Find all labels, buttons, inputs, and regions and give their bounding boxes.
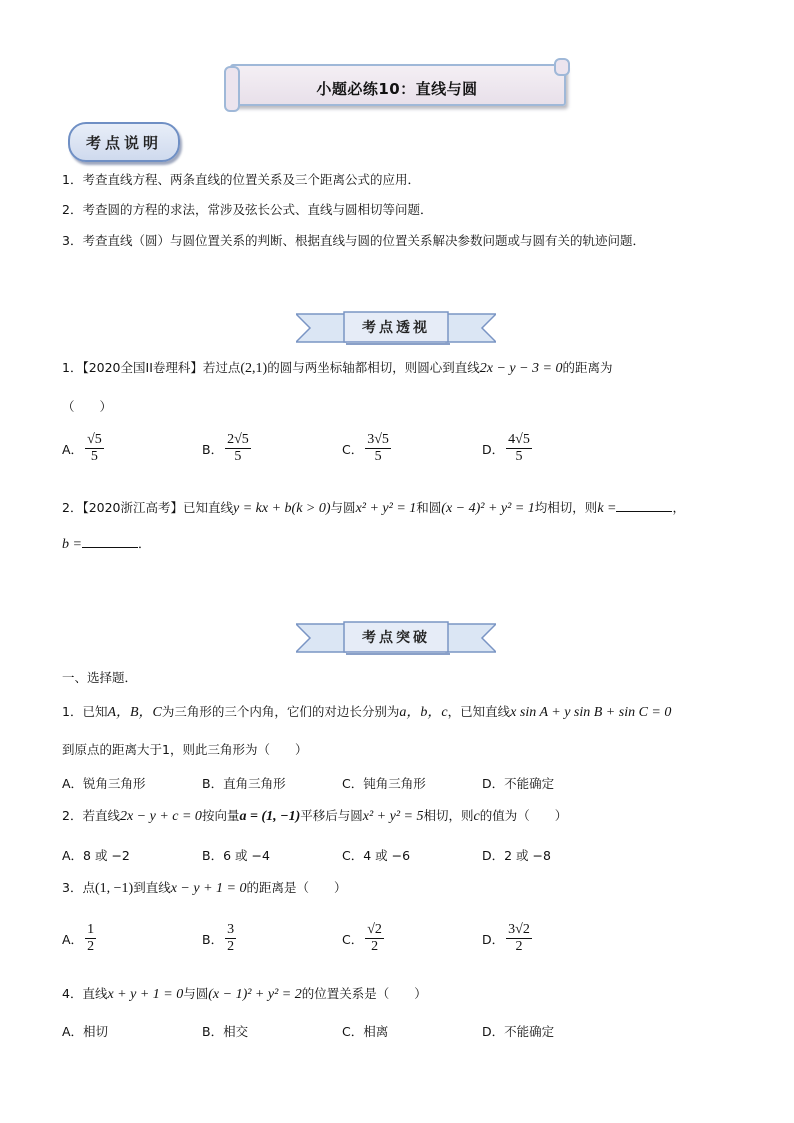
q4-option-b: B．相交 [202, 1024, 249, 1039]
q2-intro: 2．若直线 [62, 808, 120, 823]
q4-option-a: A．相切 [62, 1024, 109, 1039]
option-label: D． [482, 931, 505, 947]
denominator: 5 [515, 449, 523, 464]
option-label: B． [202, 931, 224, 947]
question-2-text [62, 806, 567, 827]
coef: 2 [227, 432, 235, 447]
problem-2-b: b = [62, 537, 82, 552]
radicand: 5 [94, 432, 102, 447]
numerator: 1 [87, 922, 95, 937]
page-title: 小题必练10：直线与圆 [316, 80, 478, 98]
q2-text-b: 按向量 [201, 808, 240, 823]
option-label: D． [482, 441, 505, 457]
q3-point: (1, −1) [94, 881, 134, 896]
sqrt-sign: √ [374, 432, 382, 447]
problem-2-text-b: 与圆 [330, 500, 356, 515]
q1-line-eq: x sin A + y sin B + sin C = 0 [510, 705, 672, 720]
q3-text-c: 的距离是（ ） [246, 880, 347, 895]
radicand: 5 [381, 432, 389, 447]
q1-angles: A，B，C [107, 705, 162, 720]
problem-2-intro: 2．【2020浙江高考】已知直线 [62, 500, 234, 515]
problem-1-option-b [202, 432, 253, 465]
coef: 4 [508, 432, 516, 447]
option-label: A． [62, 441, 84, 457]
radicand: 5 [522, 432, 530, 447]
title-banner [224, 62, 570, 110]
q4-circle: (x − 1)² + y² = 2 [208, 987, 302, 1002]
q1-sides: a，b，c [399, 705, 448, 720]
numerator: 3 [227, 922, 235, 937]
section-badge-explain: 考点说明 [68, 122, 180, 162]
fraction [85, 432, 104, 465]
q2-option-c: C．4 或 −6 [342, 848, 411, 863]
problem-1-paren: （ ） [62, 399, 113, 414]
ribbon-banner-1 [296, 310, 496, 346]
problem-2-circle-1: x² + y² = 1 [355, 501, 417, 516]
coef: 3 [367, 432, 375, 447]
q3-option-a [62, 922, 98, 955]
problem-2-k: k = [597, 501, 617, 516]
scroll-curl-right [554, 58, 570, 76]
denominator: 5 [234, 449, 242, 464]
problem-1-option-d [482, 432, 534, 465]
q1-text-b: 为三角形的三个内角，它们的对边长分别为 [161, 704, 400, 719]
option-label: C． [342, 441, 364, 457]
answer-blank-b[interactable] [82, 535, 138, 548]
q4-intro: 4．直线 [62, 986, 108, 1001]
sqrt-sign: √ [87, 432, 95, 447]
question-3-text [62, 878, 347, 899]
sqrt-sign: √ [515, 432, 523, 447]
numerator: √2 [367, 922, 382, 937]
problem-1-line-eq: 2x − y − 3 = 0 [479, 361, 563, 376]
numerator: 3√2 [508, 922, 530, 937]
explain-line-3: 3．考查直线（圆）与圆位置关系的判断、根据直线与圆的位置关系解决参数问题或与圆有关的轨迹问题． [62, 233, 645, 248]
q2-vector: a = (1, −1) [239, 809, 301, 824]
q3-option-d [482, 922, 534, 955]
explain-line-2: 2．考查圆的方程的求法，常涉及弦长公式、直线与圆相切等问题． [62, 202, 433, 217]
problem-2-comma: ， [672, 500, 685, 515]
q2-line-eq: 2x − y + c = 0 [119, 809, 202, 824]
section-heading: 一、选择题． [62, 670, 138, 685]
explain-line-1: 1．考查直线方程、两条直线的位置关系及三个距离公式的应用． [62, 172, 420, 187]
q3-text-b: 到直线 [133, 880, 171, 895]
problem-1-end: 的距离为 [562, 360, 613, 375]
denominator: 2 [371, 939, 379, 954]
problem-1-text [62, 358, 613, 379]
q2-text-e: 的值为（ ） [479, 808, 568, 823]
denominator: 2 [87, 939, 95, 954]
problem-1-intro: 1．【2020全国II卷理科】若过点 [62, 360, 241, 375]
q2-text-d: 相切，则 [423, 808, 474, 823]
fraction [365, 922, 384, 955]
q1-option-d: D．不能确定 [482, 776, 555, 791]
q3-option-c [342, 922, 386, 955]
denominator: 2 [515, 939, 523, 954]
q1-option-c: C．钝角三角形 [342, 776, 426, 791]
q2-option-d: D．2 或 −8 [482, 848, 551, 863]
fraction [225, 922, 236, 955]
fraction [85, 922, 96, 955]
q3-option-b [202, 922, 238, 955]
problem-2-text-c: 和圆 [416, 500, 442, 515]
answer-blank-k[interactable] [616, 499, 672, 512]
question-4-text [62, 984, 427, 1005]
ribbon-banner-2 [296, 620, 496, 656]
q4-text-b: 与圆 [183, 986, 209, 1001]
question-1-line2: 到原点的距离大于1，则此三角形为（ ） [62, 742, 308, 757]
q1-text-c: ，已知直线 [447, 704, 511, 719]
problem-2-text-d: 均相切，则 [534, 500, 598, 515]
q4-line-eq: x + y + 1 = 0 [107, 987, 184, 1002]
ribbon-label-1: 考点透视 [362, 320, 430, 336]
problem-1-option-c [342, 432, 393, 465]
problem-1-option-a [62, 432, 106, 465]
q4-option-d: D．不能确定 [482, 1024, 555, 1039]
problem-2-end: ． [137, 536, 151, 551]
q1-option-a: A．锐角三角形 [62, 776, 146, 791]
problem-2-line-eq: y = kx + b(k > 0) [233, 501, 331, 516]
fraction [506, 432, 532, 465]
ribbon-label-2: 考点突破 [362, 630, 430, 646]
q2-circle: x² + y² = 5 [362, 809, 424, 824]
problem-1-mid: 的圆与两坐标轴都相切，则圆心到直线 [267, 360, 480, 375]
problem-2-text [62, 498, 685, 519]
q2-c-var: c [473, 809, 480, 824]
radicand: 5 [241, 432, 249, 447]
option-label: A． [62, 931, 84, 947]
option-label: B． [202, 441, 224, 457]
q2-option-a: A．8 或 −2 [62, 848, 130, 863]
q2-text-c: 平移后与圆 [300, 808, 363, 823]
denominator: 2 [227, 939, 235, 954]
problem-2-circle-2: (x − 4)² + y² = 1 [441, 501, 535, 516]
option-label: C． [342, 931, 364, 947]
q3-intro: 3．点 [62, 880, 95, 895]
problem-1-point: (2,1) [240, 361, 268, 376]
fraction [506, 922, 532, 955]
q2-option-b: B．6 或 −4 [202, 848, 270, 863]
sqrt-sign: √ [234, 432, 242, 447]
q4-option-c: C．相离 [342, 1024, 389, 1039]
q4-text-c: 的位置关系是（ ） [301, 986, 427, 1001]
fraction [225, 432, 251, 465]
fraction [365, 432, 391, 465]
q1-option-b: B．直角三角形 [202, 776, 286, 791]
q3-line-eq: x − y + 1 = 0 [170, 881, 247, 896]
denominator: 5 [374, 449, 382, 464]
question-1-text [62, 702, 671, 723]
problem-2-line2 [62, 534, 150, 555]
denominator: 5 [90, 449, 98, 464]
q1-intro: 1．已知 [62, 704, 108, 719]
